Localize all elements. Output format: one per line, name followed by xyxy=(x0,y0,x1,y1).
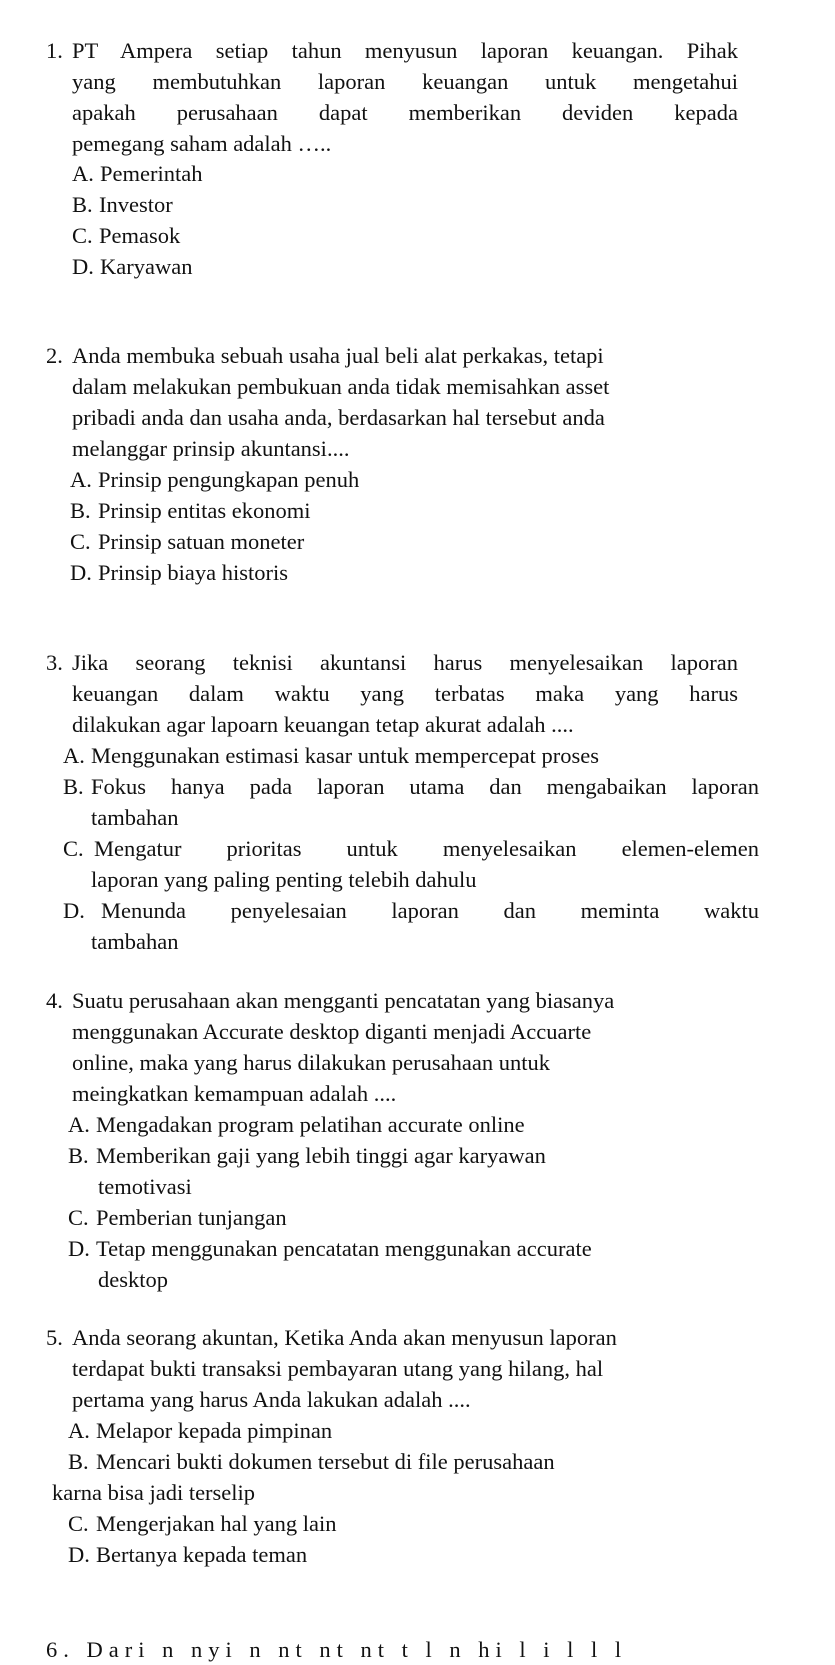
option-text-continuation: temotivasi xyxy=(98,1174,192,1199)
option-label: A. xyxy=(70,467,92,492)
question-stem-line: keuangan dalam waktu yang terbatas maka yang harus xyxy=(72,681,738,706)
option-text: Menunda penyelesaian laporan dan meminta waktu xyxy=(101,898,759,923)
option-text: Melapor kepada pimpinan xyxy=(96,1418,333,1443)
option-label: D. xyxy=(63,898,85,923)
question-stem-line: PT Ampera setiap tahun menyusun laporan keuangan. Pihak xyxy=(72,38,738,63)
option-label: B. xyxy=(63,774,84,799)
question-stem-line: menggunakan Accurate desktop diganti menjadi Accuarte xyxy=(72,1019,592,1044)
question-stem-line: Anda seorang akuntan, Ketika Anda akan menyusun laporan xyxy=(72,1325,617,1350)
option-label: A. xyxy=(72,161,94,186)
question-stem-line: pertama yang harus Anda lakukan adalah .... xyxy=(72,1387,471,1412)
option-text: Prinsip biaya historis xyxy=(98,560,288,585)
option-text: Mencari bukti dokumen tersebut di file perusahaan xyxy=(96,1449,555,1474)
option-text-continuation: tambahan xyxy=(91,805,179,830)
option-text: Memberikan gaji yang lebih tinggi agar karyawan xyxy=(96,1143,546,1168)
question-stem-line: dilakukan agar lapoarn keuangan tetap akurat adalah .... xyxy=(72,712,574,737)
option-label: C. xyxy=(63,836,84,861)
option-text: Pemerintah xyxy=(100,161,203,186)
option-text: Tetap menggunakan pencatatan menggunakan accurate xyxy=(96,1236,592,1261)
option-text: Mengatur prioritas untuk menyelesaikan elemen-elemen xyxy=(94,836,759,861)
question-stem-line: terdapat bukti transaksi pembayaran utang yang hilang, hal xyxy=(72,1356,604,1381)
question-number: 3. xyxy=(46,650,63,675)
question-number: 5. xyxy=(46,1325,63,1350)
option-label: B. xyxy=(68,1449,89,1474)
option-label: A. xyxy=(68,1418,90,1443)
option-text: Prinsip entitas ekonomi xyxy=(98,498,311,523)
question-stem-line: dalam melakukan pembukuan anda tidak memisahkan asset xyxy=(72,374,610,399)
option-label: B. xyxy=(70,498,91,523)
option-text: Mengerjakan hal yang lain xyxy=(96,1511,337,1536)
option-text: Pemberian tunjangan xyxy=(96,1205,287,1230)
option-label: A. xyxy=(68,1112,90,1137)
option-label: B. xyxy=(68,1143,89,1168)
option-label: D. xyxy=(70,560,92,585)
option-text-continuation: desktop xyxy=(98,1267,168,1292)
question-stem-line: Jika seorang teknisi akuntansi harus menyelesaikan laporan xyxy=(72,650,738,675)
question-number: 2. xyxy=(46,343,63,368)
question-stem-line: pemegang saham adalah ….. xyxy=(72,131,332,156)
option-text: Karyawan xyxy=(100,254,193,279)
option-text: Bertanya kepada teman xyxy=(96,1542,308,1567)
question-stem-line: online, maka yang harus dilakukan perusahaan untuk xyxy=(72,1050,550,1075)
option-label: B. xyxy=(72,192,93,217)
option-label: C. xyxy=(70,529,91,554)
question-stem-line: Anda membuka sebuah usaha jual beli alat perkakas, tetapi xyxy=(72,343,604,368)
option-label: D. xyxy=(68,1236,90,1261)
option-text: Menggunakan estimasi kasar untuk mempercepat proses xyxy=(91,743,599,768)
option-text: Investor xyxy=(99,192,173,217)
option-text: Mengadakan program pelatihan accurate online xyxy=(96,1112,525,1137)
question-stem-line: pribadi anda dan usaha anda, berdasarkan hal tersebut anda xyxy=(72,405,605,430)
question-number: 1. xyxy=(46,38,63,63)
option-text-continuation: tambahan xyxy=(91,929,179,954)
option-text: Prinsip satuan moneter xyxy=(98,529,305,554)
option-text: Fokus hanya pada laporan utama dan mengabaikan laporan xyxy=(91,774,759,799)
question-stem-line: Suatu perusahaan akan mengganti pencatatan yang biasanya xyxy=(72,988,615,1013)
question-number: 4. xyxy=(46,988,63,1013)
option-text-continuation: laporan yang paling penting telebih dahulu xyxy=(91,867,477,892)
option-text: Pemasok xyxy=(99,223,181,248)
option-text: Prinsip pengungkapan penuh xyxy=(98,467,360,492)
question-stem-line: meingkatkan kemampuan adalah .... xyxy=(72,1081,397,1106)
option-label: D. xyxy=(72,254,94,279)
option-label: C. xyxy=(68,1511,89,1536)
question-stem-line: yang membutuhkan laporan keuangan untuk mengetahui xyxy=(72,69,738,94)
option-text-continuation: karna bisa jadi terselip xyxy=(52,1480,256,1505)
option-label: C. xyxy=(72,223,93,248)
partial-line-text: 6. Dari n nyi n nt nt nt t l n hi l i l l l xyxy=(46,1637,628,1662)
question-6-partial xyxy=(0,1637,835,1662)
option-label: A. xyxy=(63,743,85,768)
question-stem-line: melanggar prinsip akuntansi.... xyxy=(72,436,350,461)
option-label: D. xyxy=(68,1542,90,1567)
question-stem-line: apakah perusahaan dapat memberikan deviden kepada xyxy=(72,100,738,125)
option-label: C. xyxy=(68,1205,89,1230)
